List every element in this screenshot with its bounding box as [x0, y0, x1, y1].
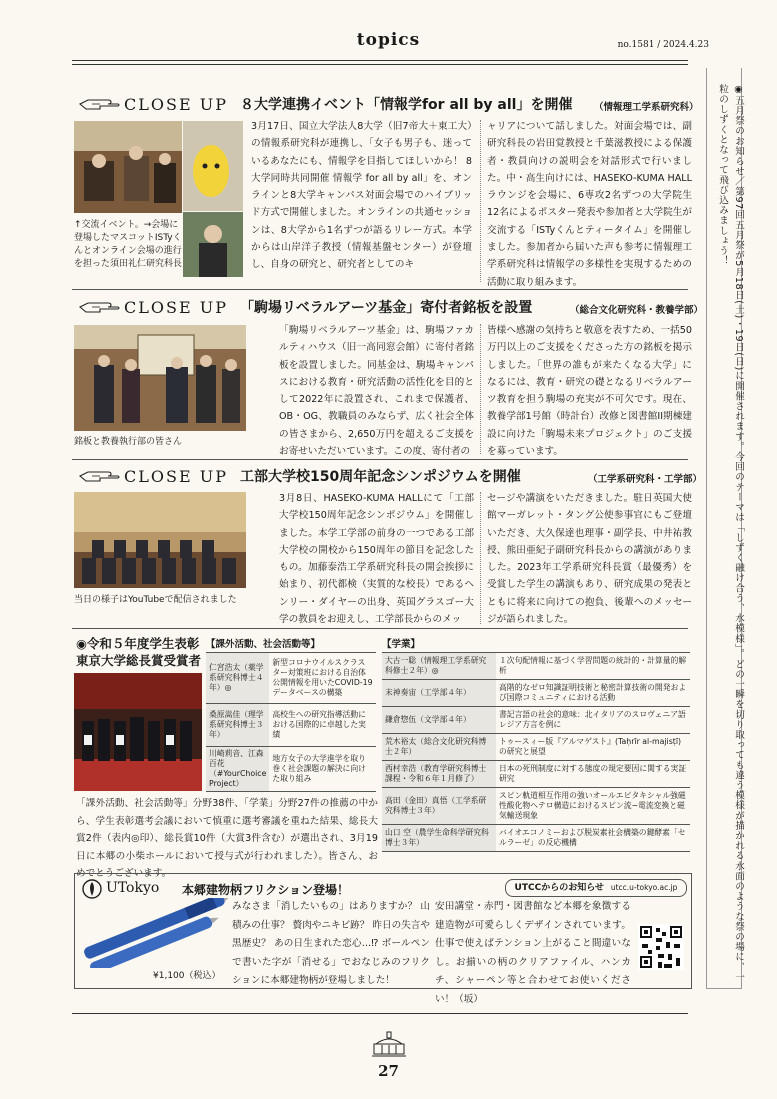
article2-heading [78, 297, 532, 317]
table-row [382, 707, 690, 734]
issue-number: no.1581 / 2024.4.23 [617, 40, 709, 50]
awardee-name: 川崎莉音、江森百花（#YourChoice Project） [206, 747, 269, 792]
article1-heading [78, 94, 572, 114]
article3-dept: （工学系研究科・工学部） [588, 474, 703, 485]
closeup-label: CLOSE UP [124, 466, 228, 486]
extra-activities-heading: 【課外活動、社会活動等】 [206, 639, 321, 650]
column-separator [480, 492, 481, 624]
article2-dept: （総合文化研究科・教養学部） [570, 305, 704, 316]
pointing-hand-icon [78, 96, 120, 112]
academic-heading: 【学業】 [382, 639, 421, 650]
awardee-name: 西村幸浩（教育学研究科博士課程・令和６年１月修了） [382, 761, 496, 788]
table-row [382, 653, 690, 680]
utokyo-logo-icon [82, 879, 102, 899]
pen-price: ¥1,100（税込） [153, 971, 221, 981]
utcc-badge[interactable] [505, 879, 687, 897]
article-rule [72, 628, 688, 629]
awardee-name: 荒木裕太（総合文化研究科博士２年） [382, 734, 496, 761]
article1-col1: 3月17日、国立大学法人8大学（旧7帝大＋東工大）の情報系研究科が連携し、「女子も男子も、迷っているあなたにも、情報学を目指してほしいから！ 8大学同時共同開催 情報学 for all by all」を、オンラインと8大学キャンパス対面会場でのハイブリッド方式で開催しました。オンラインの共通セッションは、8大学から1名ずつが語るリレー方式。本学からは山岸洋子教授（情報基盤センター）が登壇し、自身の研究と、研究者としてのキ [251, 121, 472, 271]
award-topic: 高階的なゼロ知識証明技術と秘密計算技術の開発および国際コミュニティにおける活動 [496, 680, 690, 707]
awardee-name: 仁宮浩太（薬学系研究科博士４年）◎ [206, 653, 269, 704]
table-row [382, 680, 690, 707]
article1-title: ８大学連携イベント「情報学for all by all」を開催 [239, 97, 573, 113]
awardee-name: 山口 空（農学生命科学研究科博士３年） [382, 825, 496, 852]
award-topic: 日本の死刑制度に対する態度の規定要因に関する実証研究 [496, 761, 690, 788]
page-number: 27 [378, 1062, 399, 1080]
award-ceremony-photo [74, 673, 202, 791]
article3-heading [78, 466, 521, 486]
article-rule [72, 289, 688, 290]
section-title: topics [356, 30, 421, 50]
article2-caption: 銘板と教養執行部の皆さん [74, 437, 183, 447]
pointing-hand-icon [78, 468, 120, 484]
dean-photo [183, 212, 243, 277]
article3-caption: 当日の様子はYouTubeで配信されました [74, 595, 237, 605]
award-title-line1: ◉令和５年度学生表彰 [76, 636, 200, 651]
column-separator [480, 120, 481, 282]
award-title-line2: 東京大学総長賞受賞者 [76, 653, 202, 668]
article2-col2: 皆様へ感謝の気持ちと敬意を表すため、一括50万円以上のご支援をくださった方の銘板を掲示しました。「世界の誰もが来たくなる大学」になるには、教育・研究の礎となるリベラルアーツ教育を担う駒場の充実が不可欠です。現在、教養学部1号館（時計台）改修と図書館II期棟建設に向けた「駒場未来プロジェクト」のご支援を募っています。 [487, 325, 692, 458]
utokyo-logo-text: UTokyo [106, 880, 160, 896]
article1-caption: ↑交流イベント。→会場に登場したマスコットISTyくんとオンライン会場の進行を担った須田礼仁研究科長 [74, 220, 183, 269]
table-row [382, 761, 690, 788]
footer-rule [72, 1013, 688, 1014]
mascot-photo [183, 121, 243, 211]
article3-col1: 3月8日、HASEKO-KUMA HALLにて「工部大学校150周年記念シンポジウム」を開催しました。本学工学部の前身の一つである工部大学校の開校から150周年の節目を記念したもの。加藤泰浩工学系研究科長の開会挨拶に始まり、初代都検（実質的な校長）であるヘンリー・ダイヤーの出身、英国グラスゴー大学の教員をお迎えし、工学部長からのメッ [279, 493, 474, 626]
article3-title: 工部大学校150周年記念シンポジウムを開催 [239, 469, 521, 485]
article1-col2: ャリアについて話しました。対面会場では、副研究科長の岩田覚教授と千葉滋教授による保護者・教員向けの説明会を対話形式で行いました。中・高生向けには、HASEKO-KUMA HALLラウンジを会場に、6専攻2名ずつの大学院生12名によるポスター発表や参加者と大学院生が交流する「ISTyくんとティータイム」を開催しました。参加者から届いた声も参考に情報理工学系研究科は情報学の多様性を実現するための活動に取り組みます。 [487, 121, 692, 288]
awardee-name: 桑原嵩佳（理学系研究科博士３年） [206, 704, 269, 747]
table-row [206, 747, 376, 792]
table-row [206, 704, 376, 747]
closeup-label: CLOSE UP [124, 94, 228, 114]
exchange-event-photo [74, 121, 182, 213]
extra-activities-table [206, 652, 376, 792]
awardee-name: 末神奏宙（工学部４年） [382, 680, 496, 707]
award-topic: 書記言語の社会的意味：北イタリアのスロヴェニア語レジア方言を例に [496, 707, 690, 734]
awardee-name: 高田（金田）真悟（工学系研究科博士３年） [382, 788, 496, 825]
award-topic: 新型コロナウイルスクラスター対策班における自治体公開情報を用いたCOVID-19データベースの構築 [269, 653, 376, 704]
donor-plate-photo [74, 325, 246, 431]
gift-col1: みなさま「消したいもの」はありますか？ 山積みの仕事？ 贅肉やニキビ跡？ 昨日の失言や黒歴史？ あの日生まれた恋心…⁉ ボールペンで書いた字が「消せる」でおなじみのフリクションに本郷建物柄が登場しました！ [232, 901, 430, 986]
award-topic: 高校生への研究指導活動における国際的に卓越した実績 [269, 704, 376, 747]
academic-table [382, 652, 690, 852]
article2-title: 「駒場リベラルアーツ基金」寄付者銘板を設置 [239, 300, 533, 316]
award-topic: １次句配情報に基づく学習問題の統計的・計算量的解析 [496, 653, 690, 680]
header-rule [72, 60, 688, 61]
qr-code-icon[interactable] [638, 924, 684, 970]
award-topic: スピン軌道相互作用の強いオールエピタキシャル強磁性酸化物ヘテロ構造におけるスピン流−電流変換と磁気輸送現象 [496, 788, 690, 825]
column-separator [480, 324, 481, 454]
awardee-name: 鎌倉惣伍（文学部４年） [382, 707, 496, 734]
article1-dept: （情報理工学系研究科） [594, 102, 699, 113]
pointing-hand-icon [78, 299, 120, 315]
table-row [382, 788, 690, 825]
table-row [206, 653, 376, 704]
award-topic: 地方女子の大学進学を取り巻く社会課題の解決に向けた取り組み [269, 747, 376, 792]
article-rule [72, 459, 688, 460]
awardee-name: 大古一聡（情報理工学系研究科修士２年）◎ [382, 653, 496, 680]
award-topic: バイオエコノミーおよび脱炭素社会構築の鍵酵素「セルラーゼ」の反応機構 [496, 825, 690, 852]
gift-title: 本郷建物柄フリクション登場！ [182, 883, 350, 897]
article3-col2: セージや講演をいただきました。駐日英国大使館マーガレット・タング公使参事官にもご登壇いただき、大久保達也理事・副学長、中井祐教授、熊田亜紀子副研究科長からの講演がありました。2023年工学系研究科長賞（最優秀）を受賞した学生の講演もあり、研究成果の発表とともに将来に向けての抱負、後輩へのメッセージが語られました。 [487, 493, 692, 626]
utcc-url[interactable]: utcc.u-tokyo.ac.jp [610, 883, 678, 892]
utcc-label: UTCCからのお知らせ [514, 883, 604, 893]
article2-col1: 「駒場リベラルアーツ基金」は、駒場ファカルティハウス（旧一高同窓会館）に寄付者銘板を設置しました。同基金は、駒場キャンパスにおける教育・研究活動の活性化を目的として2022年に設置され、これまで保護者、OB・OG、教職員のみならず、広く社会全体の皆さまから、2,650万円を超えるご支援をお寄せいただいています。この度、寄付者の [279, 325, 474, 458]
award-description: 「課外活動、社会活動等」分野38件、「学業」分野27件の推薦の中から、学生表彰選考会議において慎重に選考審議を重ねた結果、総長大賞2件（表内◎印）、総長賞10件（大賞3件含む）が選出され、3月19日に本郷の小柴ホールにおいて授与式が行われました）。皆さん、おめでとうございます。 [76, 798, 378, 879]
sidebar-notice: ◉五月祭のお知らせ／第97回五月祭が5月18日(土)・19日(日)に開催されます。今回のテーマは「しずく融け合う、水模様」。どの一瞬を切り取っても違う模様が描かれる水面のような祭の場に、一粒のしずくとなって飛び込みましょう！ [717, 84, 744, 983]
table-row [382, 825, 690, 852]
friction-pen-image [82, 898, 232, 968]
header-rule-2 [72, 64, 688, 65]
symposium-photo [74, 492, 246, 588]
table-row [382, 734, 690, 761]
closeup-label: CLOSE UP [124, 297, 228, 317]
gift-col2: 安田講堂・赤門・図書館など本郷を象徴する建造物が可愛らしくデザインされています。仕事で使えばテンション上がること間違いなし。お揃いの柄のクリアファイル、ハンカチ、シャーペン等と合わせてお使いください！（坂） [435, 901, 631, 1005]
award-topic: トゥースィー版『アルマゲスト』(Taḥrīr al-majisṭī) の研究と展望 [496, 734, 690, 761]
yasuda-auditorium-icon [370, 1030, 408, 1058]
